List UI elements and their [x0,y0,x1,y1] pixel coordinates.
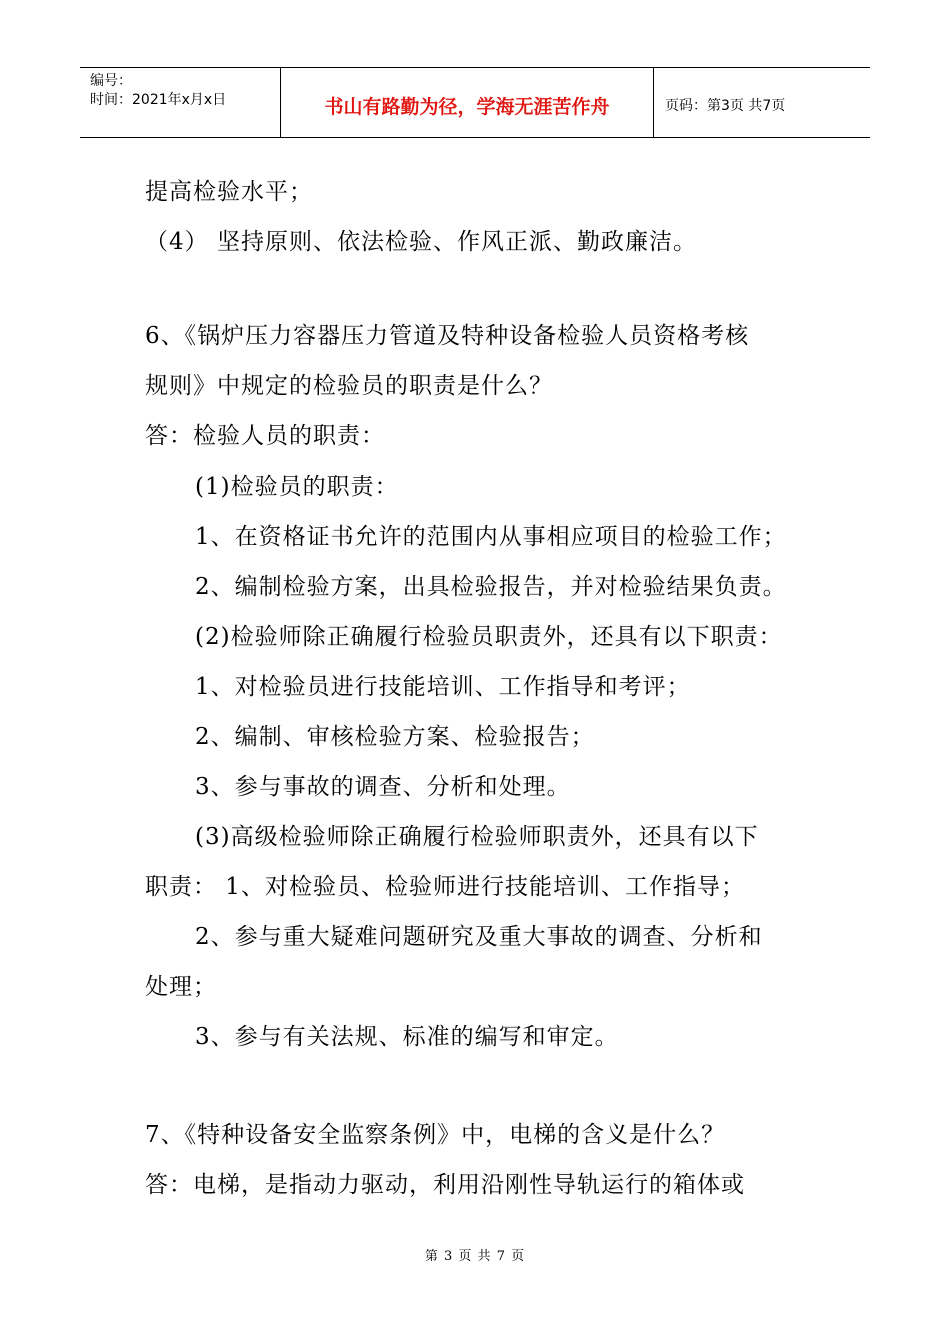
body-line: 3、参与有关法规、标准的编写和审定。 [195,1024,619,1050]
body-line: 2、编制检验方案，出具检验报告，并对检验结果负责。 [195,574,787,600]
answer-line: 答：电梯，是指动力驱动，利用沿刚性导轨运行的箱体或 [145,1172,745,1198]
answer-line: 答：检验人员的职责： [145,423,385,449]
page-header [80,67,870,138]
body-line: (2)检验师除正确履行检验员职责外，还具有以下职责： [195,624,783,650]
header-info-cell [80,68,281,137]
question-heading: 6、《锅炉压力容器压力管道及特种设备检验人员资格考核 [145,323,750,349]
header-page-number: 页码：第3页 共7页 [665,97,786,114]
body-line: 1、对检验员进行技能培训、工作指导和考评； [195,674,691,700]
body-line: 提高检验水平； [145,179,313,205]
document-date-label: 时间：2021年x月x日 [90,92,227,108]
body-line: (1)检验员的职责： [195,474,399,500]
question-heading: 7、《特种设备安全监察条例》中，电梯的含义是什么？ [145,1122,726,1148]
header-motto: 书山有路勤为径，学海无涯苦作舟 [324,96,610,118]
question-heading: 规则》中规定的检验员的职责是什么？ [145,373,553,399]
header-motto-cell [281,68,654,137]
body-line: 处理； [145,974,217,1000]
page-footer: 第 3 页 共 7 页 [424,1249,526,1264]
body-line: （4） 坚持原则、依法检验、作风正派、勤政廉洁。 [145,229,697,255]
body-line: 职责： 1、对检验员、检验师进行技能培训、工作指导； [145,874,745,900]
body-line: 2、编制、审核检验方案、检验报告； [195,724,595,750]
body-line: (3)高级检验师除正确履行检验师职责外，还具有以下 [195,824,759,850]
header-page-cell [654,68,870,137]
document-number-label: 编号： [90,73,132,89]
body-line: 3、参与事故的调查、分析和处理。 [195,774,571,800]
body-line: 2、参与重大疑难问题研究及重大事故的调查、分析和 [195,924,763,950]
body-line: 1、在资格证书允许的范围内从事相应项目的检验工作； [195,524,787,550]
